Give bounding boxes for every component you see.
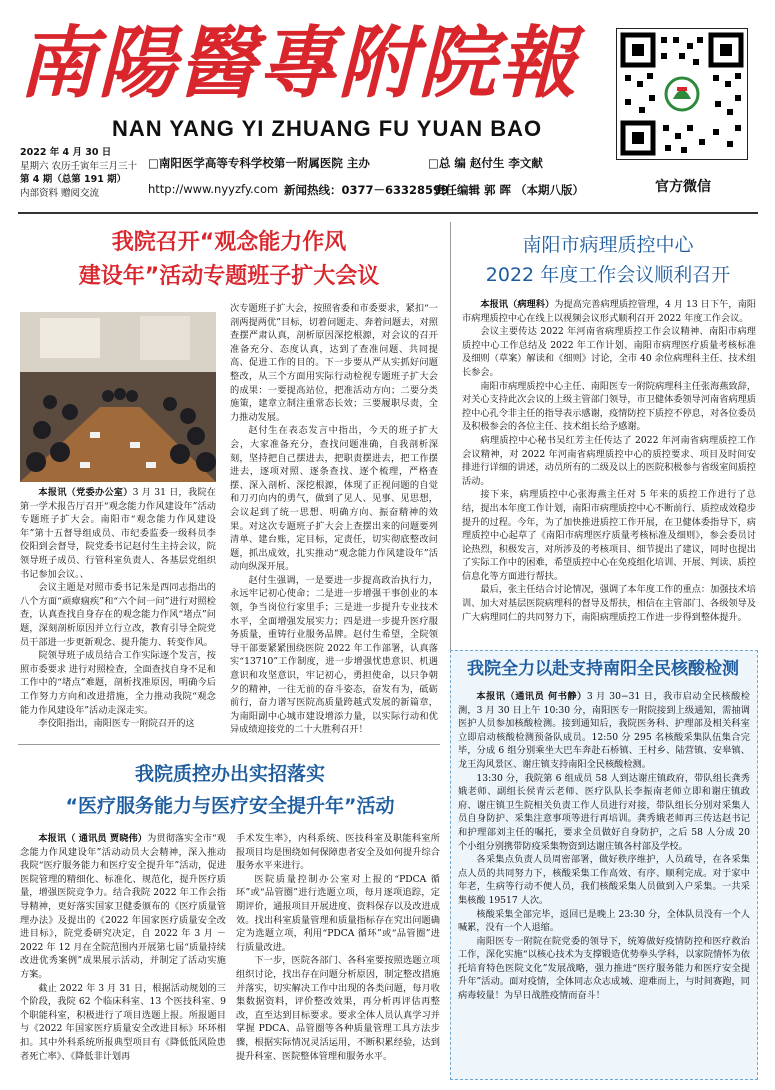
article3-body [458, 690, 750, 1003]
article4-column2 [236, 832, 440, 1063]
article2-headline-line2: 2022 年度工作会议顺利召开 [485, 264, 731, 286]
website-link[interactable]: http://www.nyyzfy.com [148, 182, 279, 196]
meeting-photo [20, 312, 216, 482]
article4-paragraph: 截止 2022 年 3 月 31 日，根据活动规划的三个阶段，我院 62 个临床科室、13 个医技科室、9 个职能科室，积极进行了项目选题上报。所报题目与《2022 年国家医疗质量安全改进目标》环环相扣。其中外科系统所报典型项目有《降低低风险患者死亡率》、《降低非计划再 [20, 982, 226, 1062]
article1-column2 [230, 302, 438, 737]
article3-paragraph: 南阳医专一附院在院党委的领导下，统筹做好疫情防控和医疗救治工作，深化实施“以核心技术为支撑锻造优势拳头学科，以家院情怀为依托培育特色医院文化”发展战略，强力推进“医疗服务能力和医疗安全提升年”活动。面对疫情，全体同志众志成城、迎难而上，与时间赛跑，同病毒较量！为早日战胜疫情而奋斗！ [458, 935, 750, 1002]
editor-info: □总 编 赵付生 李文献 [428, 156, 543, 170]
article2-paragraph: 会议主要传达 2022 年河南省病理质控工作会议精神、南阳市病理质控中心工作总结及 2022 年工作计划、南阳市病理医疗质量考核标准及细则（草案）解读和《细则》讨论，全市 40 余位病理科主任、技术组长参会。 [462, 326, 756, 378]
hotline-info: 新闻热线：0377－63328599 [284, 183, 450, 197]
article1-paragraph: 李佼阳指出，南阳医专一附院召开的这 [38, 718, 195, 730]
article1-paragraph: 3 月 31 日，我院在第一学术报告厅召开“观念能力作风建设年”活动专题班子扩大会。南阳市“观念能力作风建设年”第十五督导组成员、市纪委监委一级科员李佼阳到会督导，院党委书记赵付生主持会议，院领导班子成员、行管科室负责人、各基层党组织书记参加会议。、 [20, 487, 216, 580]
article1-byline: 本报讯（党委办公室） [38, 487, 133, 498]
article1-paragraph: 会议主题是对照市委书记朱是西同志指出的八个方面“顽瘴痼疾”和“六个问一问”进行对照检查，认真查找自身存在的观念能力作风“堵点”问题，深刻剖析原因并立行立改，教育引导全院党员干部进一步更新观念、提升能力、转变作风。 [20, 582, 216, 648]
article4-byline: 本报讯（ 通讯员 贾晓伟） [38, 833, 148, 844]
article2-byline: 本报讯（病理科） [480, 299, 555, 310]
article1-paragraph: 赵付生在表态发言中指出，今天的班子扩大会，大家准备充分，查找问题准确，自我剖析深刻，坚持把自己摆进去，把职责摆进去，把工作摆进去，逐项对照、逐条查找、逐个梳理，严格查摆、深入剖析、深挖根源，体现了正视问题的自觉和刀刃向内的勇气，做到了见人、见事、见思想，会议起到了统一思想、明确方向、振奋精神的效果。对这次专题班子扩大会上查摆出来的问题要列清单、建台账，定目标，定责任，切实彻底整改问题，抓出成效，扎实推动“观念能力作风建设年”活动向纵深开展。 [230, 425, 438, 573]
wechat-label: 官方微信 [655, 179, 711, 195]
article4-paragraph: 医院质量控制办公室对上报的“PDCA 循环”或“品管圈”进行选题立项，每月逐项追踪，定期评价，通报项目开展进度、资料保存以及改进成效。找出科室质量管理和质量指标存在究出问题确定为选题立项，利用“PDCA 循环”或“品管圈”进行质量改进。 [236, 873, 440, 953]
article2-headline-line1: 南阳市病理质控中心 [522, 234, 694, 256]
article1-column1 [20, 486, 216, 731]
article3-paragraph: 3 月 30−31 日，我市启动全民核酸检测，3 月 30 日上午 10:30 分，南阳医专一附院接到上级通知，需抽调医护人员参加核酸检测。接到通知后，我院医务科、护理部及相关科室立即启动核酸检测预备队成员。12:50 分 295 名核酸采集队伍集合完毕，分成 6 组分别乘坐大巴车奔赴石桥镇、王村乡、陆营镇、安皋镇、龙王沟风景区、谢庄镇支持南阳全民核酸检测。 [458, 691, 750, 770]
article1-headline [20, 226, 438, 294]
article2-paragraph: 为提高完善病理质控管理，4 月 13 日下午，南阳市病理质控中心在线上以视频会议形式顺利召开 2022 年度工作会议。 [462, 299, 757, 324]
article3-headline: 我院全力以赴支持南阳全民核酸检测 [467, 659, 739, 679]
article3-byline: 本报讯（通讯员 何书静） [476, 691, 587, 702]
newspaper-title-pinyin: NAN YANG YI ZHUANG FU YUAN BAO [112, 116, 543, 141]
article4-headline [20, 758, 440, 822]
article4-paragraph: 手术发生率》，内科系统、医技科室及职能科室所报项目均是围绕如何保障患者安全及如何提升综合服务水平来进行。 [236, 833, 440, 872]
newspaper-title: 南陽醫專附院報 [18, 18, 579, 109]
article1-paragraph: 院领导班子成员结合工作实际逐个发言，按照市委要求 进行对照检查，全面查找自身不足和工作中的“堵点”难题，剖析找准原因，明确今后工作努力方向和改进措施，全力推动我院“观念能力作风建设年”活动走深走实。 [20, 650, 216, 716]
article4-divider [18, 744, 440, 745]
article2-paragraph: 南阳市病理质控中心主任、南阳医专一附院病理科主任张海燕致辞，对关心支持此次会议的上级主管部门领导，市卫健体委领导河南省病理质控中心孔令非主任的指导表示感谢，疫情防控下质控不停息，对各位委员及积极参会的各位主任、技术组长给予感谢。 [462, 380, 757, 433]
article2-paragraph: 病理质控中心秘书吴红芳主任传达了 2022 年河南省病理质控工作会议精神，对 2022 年河南省病理质控中心的质控要求、项目及时间安排进行详细的讲述，动员所有的二级及以上的医院积极参与省级室间质控活动。 [462, 434, 756, 487]
issue-date: 2022 年 4 月 30 日 [20, 147, 112, 158]
article4-paragraph: 下一步，医院各部门、各科室要按照选题立项组织讨论，找出存在问题分析原因，制定整改措施并落实，切实解决工作中出现的各类问题，每月收集数据资料，评价整改效果，再分析再评估再整改，直至达到目标要求。要求全体人员认真学习并掌握 PDCA、品管圈等各种质量管理工具方法步骤，根据实际情况灵活运用，不断积累经验，达到提升科室、医院整体管理和服务水平。 [236, 955, 440, 1062]
article2-paragraph: 接下来，病理质控中心张海燕主任对 5 年来的质控工作进行了总结，提出本年度工作计划，南阳市病理质控中心不断前行、质控成效稳步提升的过程。今年，为了加快推进质控工作开展，在卫健体委指导下，病理质控中心起草了《南阳市病理医疗质量考核标准及细则》，参会委员讨论热烈，积极发言，对所涉及的考核项目、细节提出了建议，同时也提出了实际工作中的困难，希望质控中心在免疫组化培训、开展、判读、质控信息化等方面进行帮扶。 [462, 489, 756, 582]
issue-info [20, 146, 137, 200]
article4-headline-line2: “医疗服务能力与医疗安全提升年”活动 [65, 795, 395, 817]
article3-paragraph: 13:30 分，我院第 6 组成员 58 人到达谢庄镇政府，带队组长龚秀娥老师、副组长侯青云老师、医疗队队长李振南老师立即和谢庄镇政府、谢庄镇卫生院相关负责工作人员进行对接，带队组长分别对采集人员自身防护、采集注意事项等进行再培训。龚秀娥老师再三传达赵书记和护理部刘主任的嘱托，要求全员做好自身防护，之后 58 人分成 20 个小组分别携带防疫采集物资到达谢庄镇各村部及学校。 [458, 772, 750, 852]
responsible-editor: 责任编辑 郭 晖 （本期八版） [434, 183, 585, 197]
article4-headline-line1: 我院质控办出实招落实 [134, 763, 325, 785]
article3-paragraph: 各采集点负责人员周密部署，做好秩序维护，人员疏导，在各采集点人员的共同努力下，核酸采集工作高效、有序、顺利完成。对于家中年老，生病等行动不便人员，我们核酸采集人员做到入户采集。一共采集核酸 19517 人次。 [458, 854, 750, 906]
article1-paragraph: 次专题班子扩大会，按照省委和市委要求，紧扣“一剖两提两优”目标，切着问题走、奔着问题去，对照查摆严肃认真，剖析原因深挖根源，对会议的召开准备充分、态度认真，达到了查准问题、共同提高、促进工作的目的。下一步要从严从实抓好问题整改，从三个方面用实际行动检视专题班子扩大会的成果：一要提高站位，把准活动方向；二要分类施策，建章立制注重常态长效；三要履职尽责，全力推动发展。 [230, 303, 438, 423]
article1-headline-line1: 我院召开“观念能力作风 [111, 230, 347, 255]
host-info: □南阳医学高等专科学校第一附属医院 主办 [148, 156, 370, 170]
issue-weekday: 星期六 农历壬寅年三月三十 [20, 160, 138, 172]
article1-headline-line2: 建设年”活动专题班子扩大会议 [78, 264, 380, 289]
issue-circulation: 内部资料 赠阅交流 [20, 187, 100, 199]
masthead-divider [18, 212, 758, 214]
article4-column1 [20, 832, 226, 1063]
article2-headline [462, 230, 754, 290]
wechat-qr-code [616, 28, 748, 160]
issue-number: 第 4 期（总第 191 期） [20, 174, 127, 185]
article2-paragraph: 最后，张主任结合讨论情况，强调了本年度工作的重点：加强技术培训、加大对基层医院病理科的督导及帮扶，相信在主管部门、各级领导及广大病理同仁的共同努力下，南阳病理质控工作进一步得到整体提升。 [462, 584, 757, 623]
article3-paragraph: 核酸采集全部完毕，返回已是晚上 23:30 分，全体队员没有一个人喊累，没有一个人退缩。 [458, 908, 750, 934]
article1-paragraph: 赵付生强调，一是要进一步提高政治执行力，永远牢记初心使命；二是进一步增强干事创业的本领，争当岗位行家里手；三是进一步提升专业技术水平，全面增强发展实力；四是进一步提升医疗服务质量，重铸行业服务品牌。赵付生希望，全院领导干部要紧紧围绕医院 2022 年工作部署，认真落实“13710”工作制度，进一步增强忧患意识、机遇意识和攻坚意识，牢记初心，勇担使命，以只争朝夕的精神，一往无前的奋斗姿态，奋发有为，砥砺前行，奋力谱写医院高质量跨越式发展的新篇章，为南阳副中心城市建设增添力量，以实际行动和优异成绩迎接党的二十大胜利召开！ [230, 574, 438, 736]
article4-paragraph: 为贯彻落实全市“观念能力作风建设年”活动动员大会精神，深入推动我院“医疗服务能力和医疗安全提升年”活动，促进医院管理的精细化、标准化、规范化，提升医疗质量，增强医院竞争力。结合我院 2022 年工作会指导精神，更好落实国家卫健委颁布的《医疗质量管理办法》及提出的《2022 年国家医疗质量安全改进目标》，院党委研究决定，自 2022 年 3 月 － 2022 年 12 月在全院范围内开展第七届“质量持续改进优秀案例”成果展示活动，并制定了活动实施方案。 [20, 833, 226, 980]
article2-body [462, 298, 756, 624]
